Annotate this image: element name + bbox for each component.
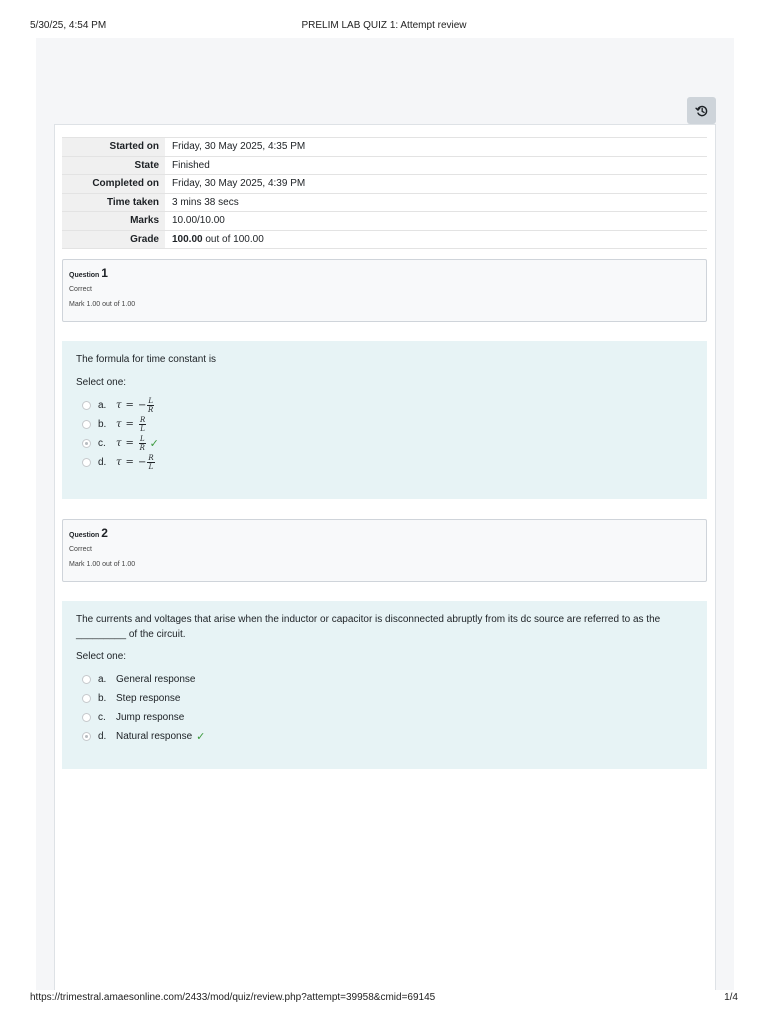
answer-option-b[interactable] bbox=[82, 689, 693, 708]
formula-equals: = bbox=[125, 419, 134, 430]
summary-row-started bbox=[62, 138, 707, 157]
question-2-info bbox=[62, 519, 707, 582]
question-label: Question bbox=[69, 532, 100, 539]
select-one-prompt: Select one: bbox=[76, 377, 127, 388]
formula-equals: = bbox=[125, 438, 134, 449]
question-mark: Mark 1.00 out of 1.00 bbox=[69, 301, 136, 308]
summary-value: Friday, 30 May 2025, 4:35 PM bbox=[165, 138, 707, 157]
fraction-numerator: L bbox=[139, 435, 145, 443]
answer-letter: d. bbox=[98, 731, 107, 742]
question-number bbox=[69, 526, 700, 540]
summary-label: Grade bbox=[62, 230, 165, 249]
answer-text: General response bbox=[116, 674, 196, 685]
question-state: Correct bbox=[69, 286, 92, 293]
formula bbox=[116, 416, 146, 433]
answer-text: Natural response bbox=[116, 731, 193, 742]
answer-option-b[interactable] bbox=[82, 415, 693, 434]
summary-row-completed bbox=[62, 175, 707, 194]
radio-button-selected[interactable] bbox=[82, 439, 91, 448]
grade-value: 100.00 bbox=[172, 233, 203, 245]
summary-row-state bbox=[62, 156, 707, 175]
summary-value: 3 mins 38 secs bbox=[165, 193, 707, 212]
summary-row-grade bbox=[62, 230, 707, 249]
radio-button[interactable] bbox=[82, 401, 91, 410]
answer-letter: b. bbox=[98, 693, 107, 704]
correct-check-icon: ✓ bbox=[196, 731, 206, 743]
formula-fraction bbox=[139, 435, 146, 452]
print-url: https://trimestral.amaesonline.com/2433/mod/quiz/review.php?attempt=39958&cmid=69145 bbox=[30, 992, 436, 1003]
summary-label: Time taken bbox=[62, 193, 165, 212]
question-number bbox=[69, 266, 700, 280]
attempt-summary-table bbox=[62, 137, 707, 249]
formula-equals: = bbox=[125, 400, 134, 411]
fraction-denominator: L bbox=[140, 425, 145, 433]
formula-fraction bbox=[147, 397, 154, 414]
attempt-history-button[interactable] bbox=[687, 97, 716, 124]
print-footer bbox=[30, 992, 738, 1006]
radio-button[interactable] bbox=[82, 694, 91, 703]
formula-sign: − bbox=[137, 400, 147, 411]
print-datetime: 5/30/25, 4:54 PM bbox=[30, 20, 107, 31]
select-one-prompt: Select one: bbox=[76, 651, 127, 662]
answer-option-c[interactable] bbox=[82, 708, 693, 727]
summary-value: Finished bbox=[165, 156, 707, 175]
answer-letter: c. bbox=[98, 438, 106, 449]
fraction-numerator: R bbox=[148, 454, 154, 462]
summary-value: 10.00/10.00 bbox=[165, 212, 707, 231]
answer-option-a[interactable] bbox=[82, 396, 693, 415]
history-icon bbox=[695, 104, 709, 118]
question-number-value: 2 bbox=[101, 526, 108, 540]
question-2-formulation bbox=[62, 601, 707, 769]
fraction-numerator: L bbox=[148, 397, 153, 405]
answer-option-a[interactable] bbox=[82, 670, 693, 689]
formula-lhs: τ bbox=[116, 419, 122, 430]
answer-option-d[interactable] bbox=[82, 453, 693, 472]
formula bbox=[116, 435, 146, 452]
fraction-denominator: R bbox=[148, 406, 154, 414]
answer-list bbox=[82, 396, 693, 472]
formula-lhs: τ bbox=[116, 457, 122, 468]
formula bbox=[116, 397, 154, 414]
summary-label: Started on bbox=[62, 138, 165, 157]
formula-fraction bbox=[147, 454, 154, 471]
summary-row-marks bbox=[62, 212, 707, 231]
formula-lhs: τ bbox=[116, 438, 122, 449]
answer-option-c[interactable] bbox=[82, 434, 693, 453]
formula-sign: − bbox=[137, 457, 147, 468]
formula-fraction bbox=[139, 416, 146, 433]
answer-letter: a. bbox=[98, 674, 107, 685]
question-1-formulation bbox=[62, 341, 707, 499]
answer-text: Jump response bbox=[116, 712, 185, 723]
print-page-number: 1/4 bbox=[724, 992, 738, 1003]
radio-button-selected[interactable] bbox=[82, 732, 91, 741]
summary-value: Friday, 30 May 2025, 4:39 PM bbox=[165, 175, 707, 194]
question-label: Question bbox=[69, 272, 100, 279]
answer-option-d[interactable] bbox=[82, 727, 693, 746]
radio-button[interactable] bbox=[82, 458, 91, 467]
print-title: PRELIM LAB QUIZ 1: Attempt review bbox=[301, 20, 467, 31]
question-number-value: 1 bbox=[101, 266, 108, 280]
correct-check-icon: ✓ bbox=[149, 438, 159, 450]
fraction-denominator: L bbox=[148, 463, 154, 471]
answer-text: Step response bbox=[116, 693, 181, 704]
summary-row-time-taken bbox=[62, 193, 707, 212]
answer-letter: d. bbox=[98, 457, 107, 468]
question-state: Correct bbox=[69, 546, 92, 553]
summary-label: Marks bbox=[62, 212, 165, 231]
answer-letter: b. bbox=[98, 419, 107, 430]
radio-button[interactable] bbox=[82, 420, 91, 429]
print-header bbox=[30, 20, 738, 34]
summary-value bbox=[165, 230, 707, 249]
fraction-denominator: R bbox=[139, 444, 145, 452]
question-mark: Mark 1.00 out of 1.00 bbox=[69, 561, 136, 568]
answer-list bbox=[82, 670, 693, 746]
summary-label: Completed on bbox=[62, 175, 165, 194]
grade-out-of: out of 100.00 bbox=[202, 233, 264, 245]
question-text: The currents and voltages that arise when the inductor or capacitor is disconnected abruptly from its dc source are referred to as the _________ of the circuit. bbox=[76, 614, 661, 640]
fraction-numerator: R bbox=[139, 416, 146, 424]
radio-button[interactable] bbox=[82, 675, 91, 684]
summary-label: State bbox=[62, 156, 165, 175]
answer-letter: c. bbox=[98, 712, 106, 723]
formula-lhs: τ bbox=[116, 400, 122, 411]
formula-equals: = bbox=[125, 457, 134, 468]
answer-letter: a. bbox=[98, 400, 107, 411]
question-1-info bbox=[62, 259, 707, 322]
question-text: The formula for time constant is bbox=[76, 354, 217, 365]
formula bbox=[116, 454, 155, 471]
radio-button[interactable] bbox=[82, 713, 91, 722]
